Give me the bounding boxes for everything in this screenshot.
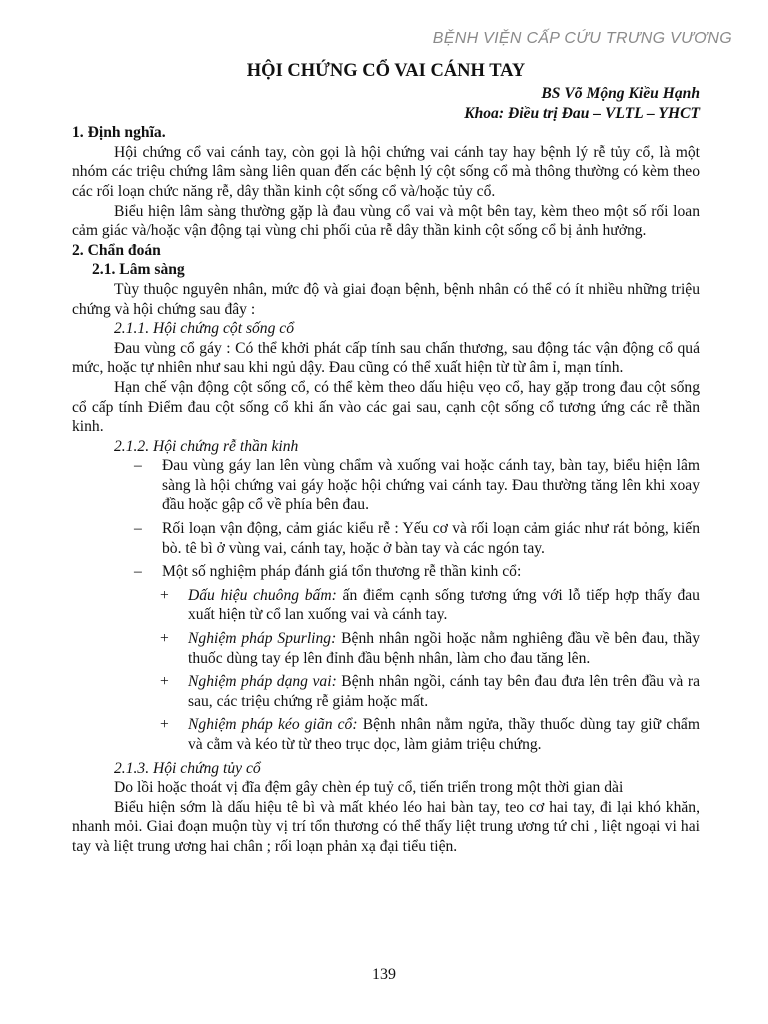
section-2-1-1-heading: 2.1.1. Hội chứng cột sống cổ (114, 320, 295, 338)
plus-bullet: + (160, 673, 169, 691)
dash-bullet: – (134, 563, 142, 581)
section-2-heading: 2. Chẩn đoán (72, 241, 161, 259)
section-1-heading: 1. Định nghĩa. (72, 124, 166, 142)
section-2-1-3-paragraph-1: Do lồi hoặc thoát vị đĩa đệm gây chèn ép tuỷ cổ, tiến triển trong một thời gian dài (114, 779, 624, 797)
section-2-1-1-paragraph-2: Hạn chế vận động cột sống cổ, có thể kèm theo dấu hiệu vẹo cổ, hay gặp trong đau cột sống cổ cấp tính Điểm đau cột sống cổ khi ấn vào các gai sau, cạnh cột sống cổ tương ứng các rễ thần kinh. (72, 378, 700, 436)
list-item (72, 519, 700, 558)
section-2-1-heading: 2.1. Lâm sàng (92, 261, 185, 279)
test-name: Nghiệm pháp dạng vai: (188, 673, 337, 691)
list-item (72, 562, 700, 582)
dash-bullet: – (134, 457, 142, 475)
section-2-1-paragraph: Tùy thuộc nguyên nhân, mức độ và giai đoạn bệnh, bệnh nhân có thể có ít nhiều những triệu chứng và hội chứng sau đây : (72, 280, 700, 318)
test-list-item (72, 629, 700, 668)
test-name: Dấu hiệu chuông bấm: (188, 586, 337, 604)
test-list-item (72, 715, 700, 754)
test-list-item (72, 672, 700, 711)
section-2-1-1-paragraph-1: Đau vùng cổ gáy : Có thể khởi phát cấp tính sau chấn thương, sau động tác vận động cổ quá mức, hoặc tự nhiên như sau khi ngủ dậy. Đau cũng có thể xuất hiện từ từ âm ỉ, mạn tính. (72, 339, 700, 377)
test-name: Nghiệm pháp Spurling: (188, 630, 337, 648)
symptom-list (72, 456, 700, 754)
plus-bullet: + (160, 716, 169, 734)
test-description: Bệnh nhân ngồi hoặc nằm nghiêng đầu về bên đau, thầy thuốc dùng tay ép lên đỉnh đầu bệnh nhân, làm cho đau tăng lên. (188, 630, 701, 667)
document-body (72, 60, 700, 857)
department-line: Khoa: Điều trị Đau – VLTL – YHCT (464, 104, 700, 122)
list-item (72, 456, 700, 515)
dash-bullet: – (134, 520, 142, 538)
test-name: Nghiệm pháp kéo giãn cổ: (188, 716, 358, 734)
page-number: 139 (372, 966, 396, 983)
hospital-header: BỆNH VIỆN CẤP CỨU TRƯNG VƯƠNG (432, 30, 732, 47)
test-list-item (72, 586, 700, 625)
section-2-1-3-paragraph-2: Biểu hiện sớm là dấu hiệu tê bì và mất khéo léo hai bàn tay, teo cơ hai tay, đi lại khó khăn, nhanh mỏi. Giai đoạn muộn tùy vị trí tổn thương có thể thấy liệt trung ương tứ chi , liệt ngoại vi hai tay và liệt trung ương hai chân ; rối loạn phản xạ đại tiểu tiện. (72, 798, 700, 855)
section-2-1-3-heading: 2.1.3. Hội chứng tủy cổ (114, 759, 261, 777)
test-description: ấn điểm cạnh sống tương ứng với lỗ tiếp hợp thấy đau xuất hiện từ cổ lan xuống vai và cánh tay. (188, 586, 700, 624)
list-item-text: Rối loạn vận động, cảm giác kiểu rễ : Yếu cơ và rối loạn cảm giác như rát bỏng, kiến bò. tê bì ở vùng vai, cánh tay, hoặc ở bàn tay và các ngón tay. (162, 520, 700, 557)
test-description: Bệnh nhân nằm ngửa, thầy thuốc dùng tay giữ chẩm và cằm và kéo từ từ theo trục dọc, làm giảm triệu chứng. (188, 716, 700, 753)
document-title: HỘI CHỨNG CỔ VAI CÁNH TAY (246, 61, 526, 81)
section-1-paragraph-2: Biểu hiện lâm sàng thường gặp là đau vùng cổ vai và một bên tay, kèm theo một số rối loan cảm giác và/hoặc vận động tại vùng chi phối của rễ dây thần kinh cột sống cổ bị ảnh hưởng. (72, 202, 700, 240)
plus-bullet: + (160, 630, 169, 648)
plus-bullet: + (160, 586, 169, 604)
section-1-paragraph-1: Hội chứng cổ vai cánh tay, còn gọi là hội chứng vai cánh tay hay bệnh lý rễ tủy cổ, là một nhóm các triệu chứng lâm sàng liên quan đến các bệnh lý cột sống cổ mà thông thường có kèm theo các rối loạn chức năng rễ, dây thần kinh cột sống cổ và/hoặc tủy cổ. (72, 143, 700, 200)
section-2-1-2-heading: 2.1.2. Hội chứng rễ thần kinh (114, 437, 299, 455)
list-item-text: Một số nghiệm pháp đánh giá tổn thương rễ thần kinh cổ: (162, 563, 522, 581)
test-description: Bệnh nhân ngồi, cánh tay bên đau đưa lên trên đầu và ra sau, các triệu chứng rễ giảm hoặc mất. (188, 673, 701, 710)
author-line: BS Võ Mộng Kiều Hạnh (541, 85, 700, 102)
list-item-text: Đau vùng gáy lan lên vùng chẩm và xuống vai hoặc cánh tay, bàn tay, biểu hiện lâm sàng là hội chứng vai gáy hoặc hội chứng vai cánh tay. Đau thường tăng lên khi xoay đầu hoặc gập cổ về phía bên đau. (162, 457, 700, 514)
